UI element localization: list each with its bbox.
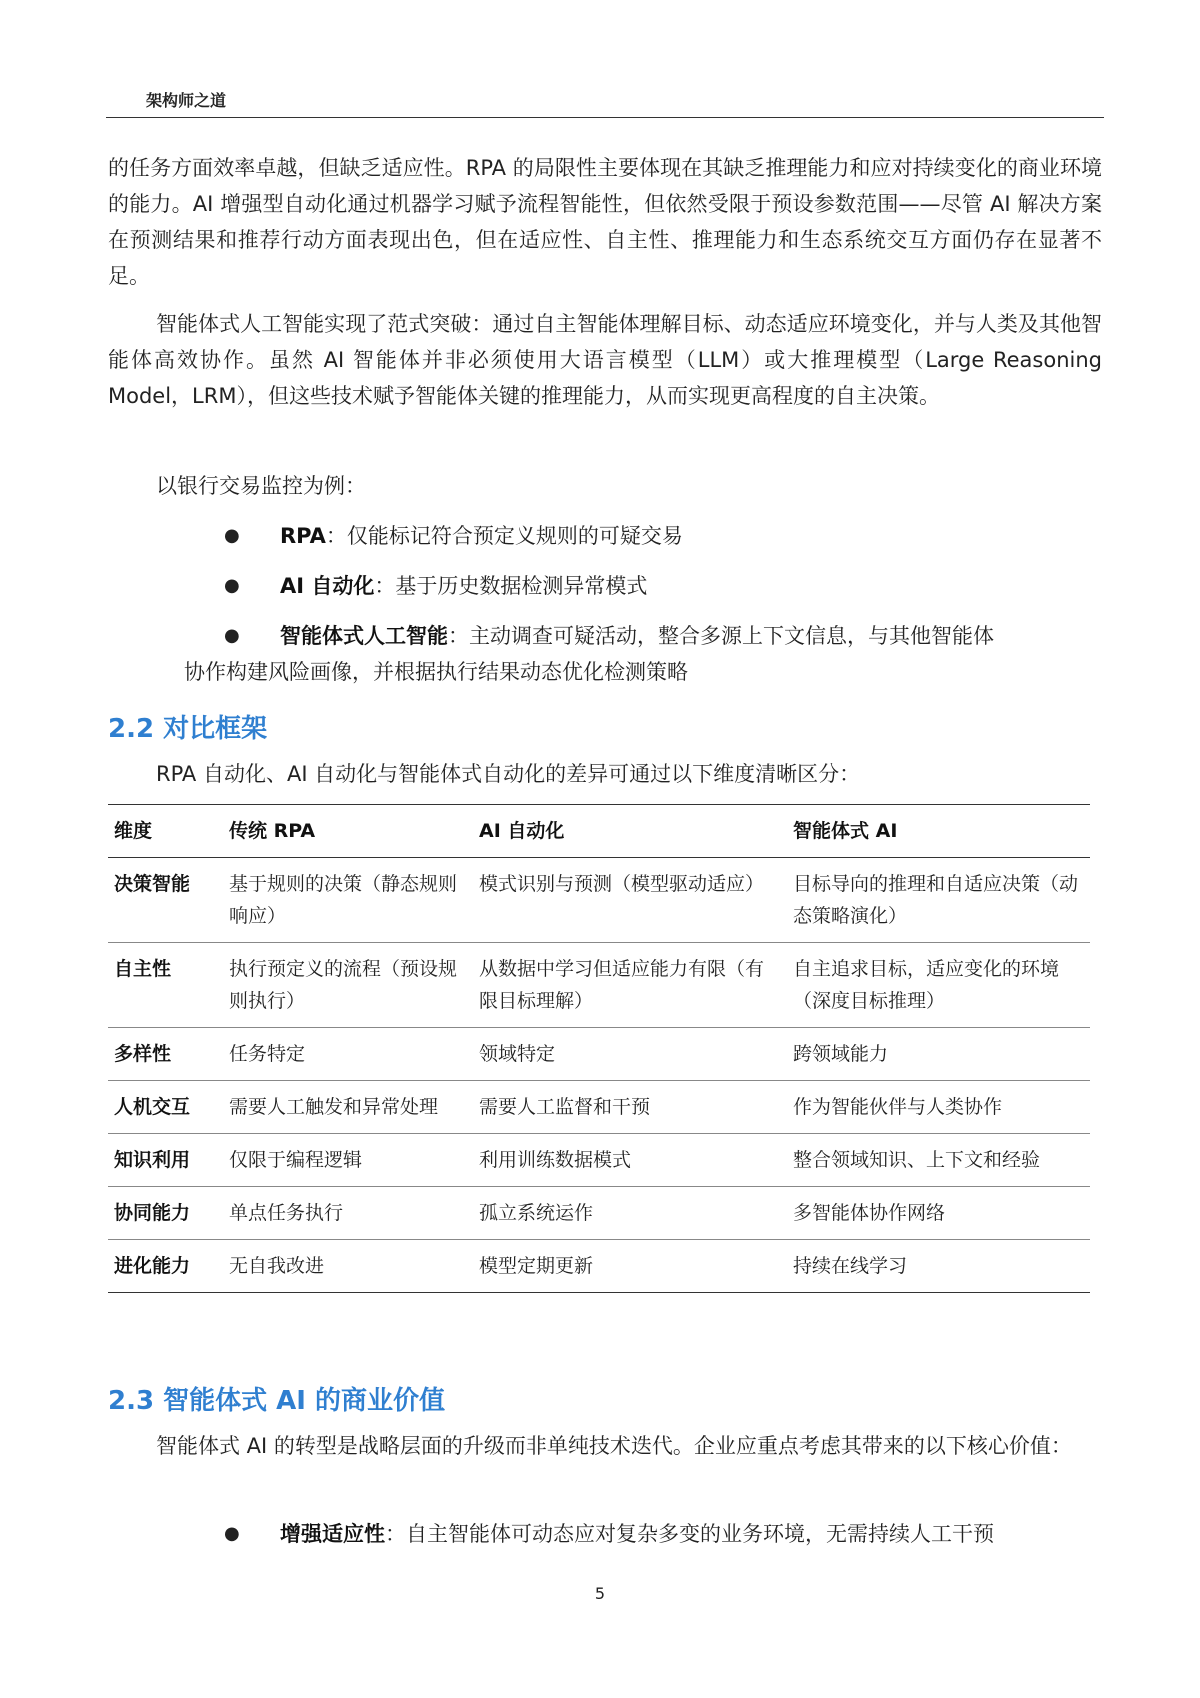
column-header: 智能体式 AI [787,805,1090,858]
paragraph-agentic-ai: 智能体式人工智能实现了范式突破：通过自主智能体理解目标、动态适应环境变化，并与人类及其他智能体高效协作。虽然 AI 智能体并非必须使用大语言模型（LLM）或大推理模型（Large Reasoning Model，LRM），但这些技术赋予智能体关键的推理能力，从而实现更高程度的自主决策。 [108,312,1102,408]
section-intro-2-3: 智能体式 AI 的转型是战略层面的升级而非单纯技术迭代。企业应重点考虑其带来的以下核心价值： [156,1434,1072,1458]
table-cell: 基于规则的决策（静态规则响应） [223,858,473,943]
paragraph-bank-example: 以银行交易监控为例： [156,474,366,498]
table-cell: 利用训练数据模式 [473,1134,787,1187]
table-cell: 执行预定义的流程（预设规则执行） [223,943,473,1028]
table-cell: 无自我改进 [223,1240,473,1293]
table-cell: 单点任务执行 [223,1187,473,1240]
bullet-text: ：主动调查可疑活动，整合多源上下文信息，与其他智能体 [448,624,994,648]
column-header: 维度 [108,805,223,858]
table-cell: 仅限于编程逻辑 [223,1134,473,1187]
table-cell: 任务特定 [223,1028,473,1081]
table-cell-dimension: 自主性 [108,943,223,1028]
table-cell: 孤立系统运作 [473,1187,787,1240]
table-cell: 跨领域能力 [787,1028,1090,1081]
table-row [108,1134,1090,1187]
bullet-text: ：基于历史数据检测异常模式 [374,574,648,598]
page-number: 5 [594,1584,606,1603]
table-cell: 作为智能伙伴与人类协作 [787,1081,1090,1134]
table-header-row [108,805,1090,858]
table-cell: 模式识别与预测（模型驱动适应） [473,858,787,943]
table-cell: 从数据中学习但适应能力有限（有限目标理解） [473,943,787,1028]
table-cell: 多智能体协作网络 [787,1187,1090,1240]
table-cell-dimension: 决策智能 [108,858,223,943]
comparison-table [108,804,1090,1293]
section-heading-2-2: 2.2 对比框架 [108,714,268,744]
page-header [106,88,1104,118]
section-heading-2-3: 2.3 智能体式 AI 的商业价值 [108,1386,446,1416]
bullet-icon: ● [224,525,240,546]
table-cell-dimension: 多样性 [108,1028,223,1081]
bullet-label: AI 自动化 [280,574,375,598]
bullet-label: RPA [280,524,326,548]
column-header: 传统 RPA [223,805,473,858]
bullet-icon: ● [224,625,240,646]
table-cell: 需要人工触发和异常处理 [223,1081,473,1134]
bullet-text: ：自主智能体可动态应对复杂多变的业务环境，无需持续人工干预 [385,1522,994,1546]
bullet-label: 智能体式人工智能 [280,624,448,648]
table-cell: 领域特定 [473,1028,787,1081]
table-row [108,1240,1090,1293]
bullet-text: ：仅能标记符合预定义规则的可疑交易 [325,524,683,548]
bullet-continuation: 协作构建风险画像，并根据执行结果动态优化检测策略 [184,660,688,684]
table-row [108,1187,1090,1240]
column-header: AI 自动化 [473,805,787,858]
table-cell: 模型定期更新 [473,1240,787,1293]
table-cell-dimension: 协同能力 [108,1187,223,1240]
table-cell: 自主追求目标，适应变化的环境（深度目标推理） [787,943,1090,1028]
table-cell: 目标导向的推理和自适应决策（动态策略演化） [787,858,1090,943]
bullet-label: 增强适应性 [280,1522,385,1546]
table-row [108,1081,1090,1134]
bullet-icon: ● [224,575,240,596]
table-cell-dimension: 人机交互 [108,1081,223,1134]
paragraph-rpa-limits: 的任务方面效率卓越，但缺乏适应性。RPA 的局限性主要体现在其缺乏推理能力和应对持续变化的商业环境的能力。AI 增强型自动化通过机器学习赋予流程智能性，但依然受限于预设参数范围——尽管 AI 解决方案在预测结果和推荐行动方面表现出色，但在适应性、自主性、推理能力和生态系统交互方面仍存在显著不足。 [108,156,1102,288]
table-row [108,858,1090,943]
table-cell-dimension: 进化能力 [108,1240,223,1293]
header-title: 架构师之道 [146,91,227,110]
table-cell: 整合领域知识、上下文和经验 [787,1134,1090,1187]
bullet-icon: ● [224,1523,240,1544]
table-row [108,943,1090,1028]
section-intro-2-2: RPA 自动化、AI 自动化与智能体式自动化的差异可通过以下维度清晰区分： [156,762,861,786]
table-cell-dimension: 知识利用 [108,1134,223,1187]
table-cell: 需要人工监督和干预 [473,1081,787,1134]
table-cell: 持续在线学习 [787,1240,1090,1293]
table-row [108,1028,1090,1081]
